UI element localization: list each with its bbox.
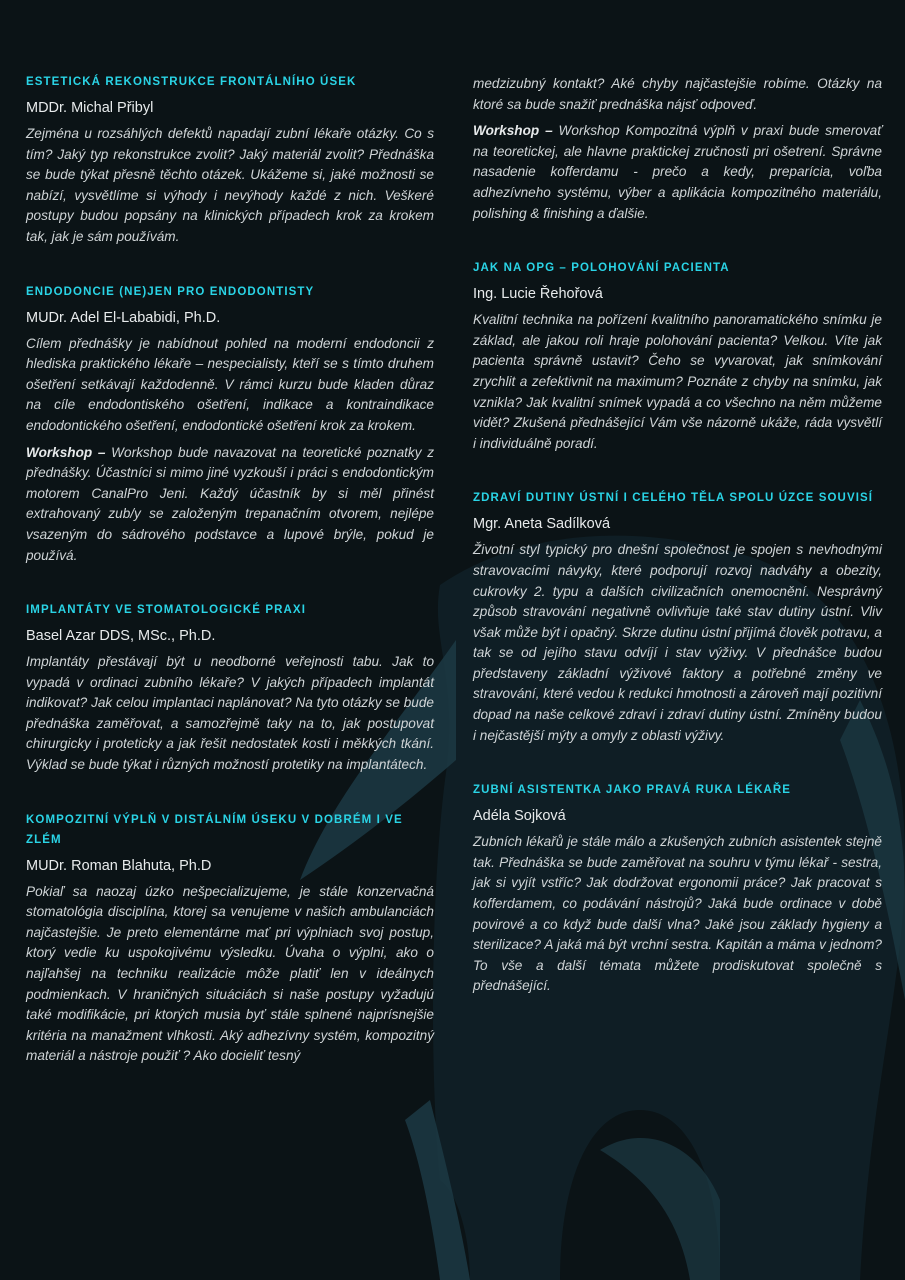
lecture-section	[473, 258, 882, 454]
speaker-name: Basel Azar DDS, MSc., Ph.D.	[26, 628, 216, 645]
section-paragraph: Kvalitní technika na pořízení kvalitního panoramatického snímku je základ, ale jakou roli hraje polohování pacienta? Velkou. Víte jak pacienta správně ustavit? Čeho se vyvarovat, jak snímkování zrychlit a zefektivnit na maximum? Poznáte z chyby na snímku, jak vznikla? Jak kvalitní snímek vypadá a co všechno na něm můžeme vidět? Zkušená přednášející Vám vše názorně ukáže, ráda vysvětlí i individuálně poradí.	[473, 312, 882, 451]
workshop-text: Workshop Kompozitná výplň v praxi bude smerovať na teoretickej, ale hlavne praktickej zručnosti pri ošetrení. Správne nasadenie kofferdamu - prečo a kedy, preparícia, voľba adhezívneho systému, výber a aplikácia kompozitného materiálu, polishing & finishing a ďalšie.	[473, 123, 883, 221]
workshop-paragraph	[473, 121, 882, 224]
section-title: ZUBNÍ ASISTENTKA JAKO PRAVÁ RUKA LÉKAŘE	[473, 784, 792, 797]
workshop-label: Workshop –	[473, 123, 553, 139]
section-title: IMPLANTÁTY VE STOMATOLOGICKÉ PRAXI	[26, 604, 306, 617]
workshop-text: Workshop bude navazovat na teoretické poznatky z přednášky. Účastníci si mimo jiné vyzkouší i práci s endodontickým motorem CanalPro Jeni. Každý účastník by si měl přinést extrahovaný zub/y se založeným trepanačním otvorem, nejlépe vsazeným do sádrového podstavce a lupové brýle, pokud je používá.	[26, 444, 435, 563]
section-paragraph: Pokiaľ sa naozaj úzko nešpecializujeme, je stále konzervačná stomatológia disciplína, ktorej sa venujeme v našich ambulanciách najčastejšie. Je preto elementárne mať pri výplniach svoj postup, ktorý vedie ku uspokojivému výsledku. Úvaha o výplni, ako o najľahšej na techniku realizácie môže platiť len v ideálnych podmienkach. V hraničných situáciách si naše postupy vyžadujú také modifikácie, pri ktorých musia byť stále splnené najprísnejšie kritéria na manažment vlhkosti. Aký adhezívny systém, kompozitný materiál a nástroje použiť ? Ako docieliť tesný	[26, 883, 434, 1064]
section-paragraph: Cílem přednášky je nabídnout pohled na moderní endodoncii z hlediska praktického lékaře – nespecialisty, kteří se s tímto druhem ošetření setkávají každodenně. V rámci kurzu bude kladen důraz na cíle endodontiského ošetření, indikace a kontraindikace endodontického ošetření, endodontické ošetření krok za krokem.	[26, 335, 434, 433]
section-paragraph: Implantáty přestávají být u neodborné veřejnosti tabu. Jak to vypadá v ordinaci zubního lékaře? V jakých případech implantát indikovat? Jak celou implantaci naplánovat? Na tyto otázky se bude přednáška zaměřovat, a samozřejmě taky na to, jak postupovat chirurgicky i proteticky a jak řešit nedostatek kosti i měkkých tkání. Výklad se bude týkat i různých možností protetiky na implantátech.	[26, 654, 434, 773]
section-title: ZDRAVÍ DUTINY ÚSTNÍ I CELÉHO TĚLA SPOLU ÚZCE SOUVISÍ	[473, 492, 874, 505]
section-title: JAK NA OPG – POLOHOVÁNÍ PACIENTA	[473, 262, 730, 275]
section-paragraph: Životní styl typický pro dnešní společnost je spojen s nevhodnými stravovacími návyky, které podporují rozvoj nadváhy a obezity, cukrovky 2. typu a dalších civilizačních onemocnění. Nesprávný způsob stravování negativně ovlivňuje také stav dutiny ústní. Vliv však může být i opačný. Skrze dutinu ústní přijímá člověk potravu, a tak se od jejího stavu odvíjí i stav výživy. V přednášce budou představeny základní výživové faktory a potřebné změny ve stravování, které vedou k redukci hmotnosti a zároveň mají pozitivní dopad na naše celkové zdraví i zdraví dutiny ústní. Zmíněny budou i nejčastější mýty a omyly z oblasti výživy.	[473, 542, 882, 743]
workshop-paragraph	[26, 443, 434, 567]
left-column	[26, 72, 434, 1101]
right-column	[473, 74, 882, 1031]
section-title: KOMPOZITNÍ VÝPLŇ V DISTÁLNÍM ÚSEKU V DOBRÉM I VE ZLÉM	[26, 813, 403, 846]
lecture-section	[473, 780, 882, 997]
speaker-name: Adéla Sojková	[473, 808, 566, 825]
lecture-section	[473, 488, 882, 746]
speaker-name: Ing. Lucie Řehořová	[473, 286, 603, 303]
section-title: ESTETICKÁ REKONSTRUKCE FRONTÁLNÍHO ÚSEK	[26, 76, 357, 88]
workshop-label: Workshop –	[26, 444, 106, 460]
lecture-section	[26, 282, 434, 567]
speaker-name: MUDr. Roman Blahuta, Ph.D	[26, 857, 212, 874]
speaker-name: MUDr. Adel El-Lababidi, Ph.D.	[26, 309, 221, 326]
section-paragraph: Zejména u rozsáhlých defektů napadají zubní lékaře otázky. Co s tím? Jaký typ rekonstrukce zvolit? Jaký materiál zvolit? Přednáška se bude týkat přesně těchto otázek. Ukážeme si, jaké možnosti se nabízí, vysvětlíme si výhody i nevýhody každé z nich. Veškeré postupy budou popsány na klinických případech krok za krokem tak, jak je sám používám.	[26, 126, 434, 244]
lecture-section	[26, 810, 434, 1067]
lecture-section	[26, 72, 434, 248]
speaker-name: Mgr. Aneta Sadílková	[473, 516, 611, 533]
section-title: ENDODONCIE (NE)JEN PRO ENDODONTISTY	[26, 285, 315, 298]
section-paragraph: Zubních lékařů je stále málo a zkušených zubních asistentek stejně tak. Přednáška se bude zaměřovat na souhru v týmu lékař - sestra, jak si vyjít vstříc? Jak dodržovat ergonomii práce? Jak pracovat s kofferdamem, co podávání nástrojů? Jaká bude ordinace v době povirové a co když bude další vlna? Jaké jsou základy hygieny a sterilizace? A jaká má být vrchní sestra. Kapitán a máma v jednom? To vše a další témata můžete prodiskutovat společně s přednášející.	[473, 834, 882, 994]
speaker-name: MDDr. Michal Přibyl	[26, 100, 154, 116]
lecture-section	[26, 600, 434, 776]
continued-paragraph: medzizubný kontakt? Aké chyby najčastejšie robíme. Otázky na ktoré sa bude snažiť prednáška nájsť odpoveď.	[473, 76, 882, 112]
